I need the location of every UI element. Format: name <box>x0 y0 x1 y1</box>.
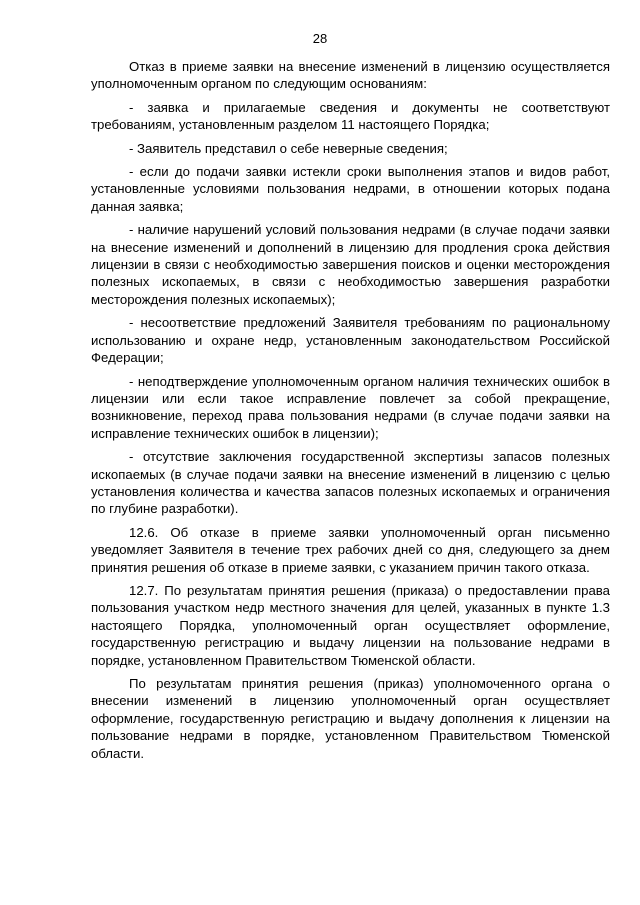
page-number: 28 <box>312 31 328 46</box>
list-item-proposal-mismatch: - несоответствие предложений Заявителя требованиям по рациональному использованию и охране недр, установленным законодательством Российской Федерации; <box>91 315 610 366</box>
list-item-no-expertise: - отсутствие заключения государственной экспертизы запасов полезных ископаемых (в случае подачи заявки на внесение изменений в лицензию с целью установления количества и качества запасов полезных ископаемых и ограничения по глубине разработки). <box>91 449 610 517</box>
list-item-false-info: - Заявитель представил о себе неверные сведения; <box>129 140 448 156</box>
list-item-nonconformity: - заявка и прилагаемые сведения и документы не соответствуют требованиям, установленным разделом 11 настоящего Порядка; <box>91 99 610 133</box>
intro-paragraph: Отказ в приеме заявки на внесение изменений в лицензию осуществляется уполномоченным органом по следующим основаниям: <box>91 59 610 92</box>
clause-12-7-paragraph: 12.7. По результатам принятия решения (приказа) о предоставлении права пользования участком недр местного значения для целей, указанных в пункте 1.3 настоящего Порядка, уполномоченный орган осуществляет оформление, государственную регистрацию и выдачу лицензии на пользование недрами в порядке, установленном Правительством Тюменской области. <box>91 582 610 668</box>
clause-12-6-paragraph: 12.6. Об отказе в приеме заявки уполномоченный орган письменно уведомляет Заявителя в течение трех рабочих дней со дня, следующего за днем принятия решения об отказе в приеме заявки, с указанием причин такого отказа. <box>91 524 610 575</box>
list-item-technical-errors: - неподтверждение уполномоченным органом наличия технических ошибок в лицензии или если такое исправление повлечет за собой прекращение, возникновение, переход права пользования недрами (в случае подачи заявки на исправление технических ошибок в лицензии); <box>91 373 610 441</box>
document-body <box>91 58 610 768</box>
closing-paragraph: По результатам принятия решения (приказ) уполномоченного органа о внесении изменений в лицензию уполномоченный орган осуществляет оформление, государственную регистрацию и выдачу дополнения к лицензии на пользование недрами в порядке, установленном Правительством Тюменской области. <box>91 676 610 761</box>
list-item-violations: - наличие нарушений условий пользования недрами (в случае подачи заявки на внесение изменений и дополнений в лицензию для продления срока действия лицензии в связи с необходимостью завершения поисков и оценки месторождения полезных ископаемых, в связи с необходимостью завершения разработки месторождения полезных ископаемых); <box>91 222 610 307</box>
list-item-deadlines-expired: - если до подачи заявки истекли сроки выполнения этапов и видов работ, установленные условиями пользования недрами, в отношении которых подана данная заявка; <box>91 164 610 214</box>
